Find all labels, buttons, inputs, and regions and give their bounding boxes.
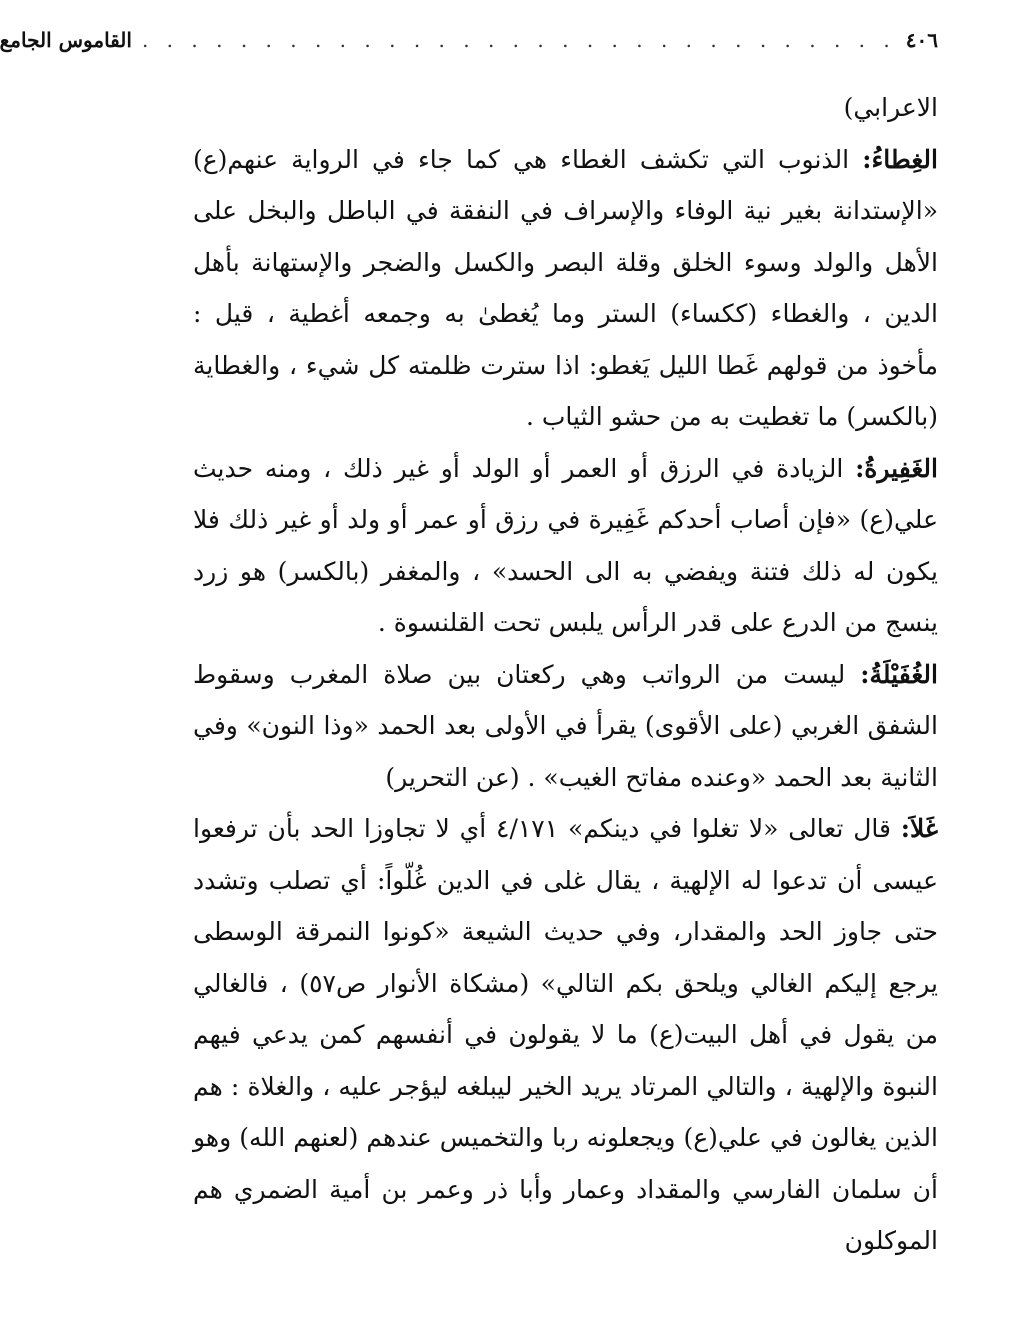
text-body xyxy=(193,82,938,1267)
entry-text: ليست من الرواتب وهي ركعتان بين صلاة المغرب وسقوط الشفق الغربي (على الأقوى) يقرأ في الأولى بعد الحمد «وذا النون» وفي الثانية بعد الحمد «وعنده مفاتح الغيب» . (عن التحرير) xyxy=(193,659,938,792)
header-leader-dots: . . . . . . . . . . . . . . . . . . . . . . . . . . . . . . . xyxy=(141,28,896,52)
entry-headword: غَلاَ: xyxy=(900,814,939,843)
entry-ghala xyxy=(193,803,938,1267)
running-header xyxy=(0,28,938,68)
entry-text: الذنوب التي تكشف الغطاء هي كما جاء في الرواية عنهم(ع) «الإستدانة بغير نية الوفاء والإسراف في النفقة في الباطل والبخل على الأهل والولد وسوء الخلق وقلة البصر والكسل والضجر والإستهانة بأهل الدين ، والغطاء (ككساء) الستر وما يُغطىٰ به وجمعه أغطية ، قيل : مأخوذ من قولهم غَطا الليل يَغطو: اذا سترت ظلمته كل شيء ، والغطاية (بالكسر) ما تغطيت به من حشو الثياب . xyxy=(193,144,938,431)
book-title: القاموس الجامع xyxy=(0,28,132,52)
page-number: ٤٠٦ xyxy=(905,28,938,52)
entry-text: الزيادة في الرزق أو العمر أو الولد أو غير ذلك ، ومنه حديث علي(ع) «فإن أصاب أحدكم غَفِيرة في رزق أو عمر أو ولد أو غير ذلك فلا يكون له ذلك فتنة ويفضي به الى الحسد» ، والمغفر (بالكسر) هو زرد ينسج من الدرع على قدر الرأس يلبس تحت القلنسوة . xyxy=(193,453,938,637)
entry-headword: الغِطاءُ: xyxy=(862,144,938,174)
paragraph-text: الاعرابي) xyxy=(843,93,938,122)
entry-ghitaa xyxy=(193,134,938,443)
document-page xyxy=(0,28,939,1331)
entry-ghafira xyxy=(193,443,938,649)
entry-text: قال تعالى «لا تغلوا في دينكم» ٤/١٧١ أي لا تجاوزا الحد بأن ترفعوا عيسى أن تدعوا له الإلهية ، يقال غلى في الدين غُلّواً: أي تصلب وتشدد حتى جاوز الحد والمقدار، وفي حديث الشيعة «كونوا النمرقة الوسطى يرجع إليكم الغالي ويلحق بكم التالي» (مشكاة الأنوار ص٥٧) ، فالغالي من يقول في أهل البيت(ع) ما لا يقولون في أنفسهم كمن يدعي فيهم النبوة والإلهية ، والتالي المرتاد يريد الخير ليبلغه ليؤجر عليه ، والغلاة : هم الذين يغالون في علي(ع) ويجعلونه ربا والتخميس عندهم (لعنهم الله) وهو أن سلمان الفارسي والمقداد وعمار وأبا ذر وعمر بن أمية الضمري هم الموكلون xyxy=(193,814,938,1255)
entry-headword: الغَفِيرةُ: xyxy=(855,453,938,483)
entry-headword: الغُفَيْلَةُ: xyxy=(860,659,938,689)
entry-ghufayla xyxy=(193,649,938,804)
paragraph-continuation xyxy=(193,82,938,134)
